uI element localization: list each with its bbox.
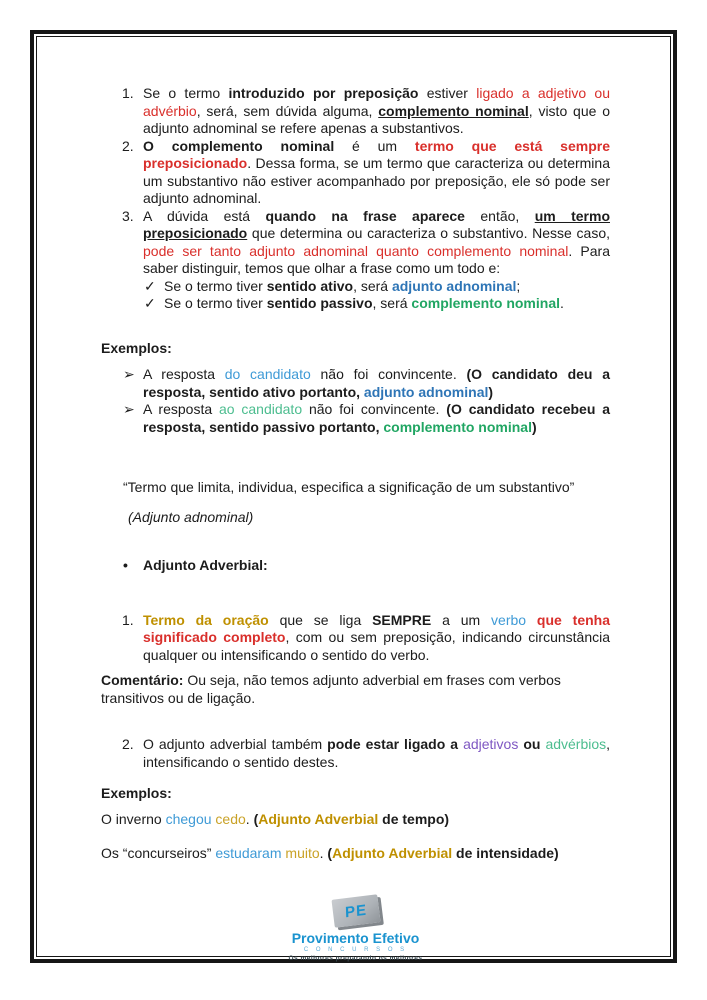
arrow-bullet-icon: ➢ bbox=[123, 401, 135, 417]
check-item-text bbox=[164, 295, 610, 313]
text-segment: . bbox=[560, 295, 564, 311]
example-line bbox=[101, 811, 610, 829]
text-segment: a um bbox=[431, 611, 492, 628]
logo-letters: PE bbox=[344, 900, 367, 921]
text-segment: ligado a adjetivo ou advérbio bbox=[143, 85, 610, 119]
adverbial-heading: Adjunto Adverbial: bbox=[143, 557, 268, 573]
list-number: 1. bbox=[122, 611, 134, 628]
list-item bbox=[101, 138, 610, 208]
text-segment: cedo bbox=[215, 810, 246, 827]
text-segment: introduzido por preposição bbox=[228, 85, 419, 101]
text-segment: , será, sem dúvida alguma, bbox=[196, 102, 379, 119]
list-number: 2. bbox=[122, 137, 134, 154]
text-segment: A resposta bbox=[143, 366, 225, 382]
page-border-frame bbox=[36, 36, 671, 962]
list-number: 2. bbox=[122, 736, 134, 752]
text-segment: muito bbox=[285, 845, 320, 861]
comment-paragraph bbox=[101, 672, 610, 707]
brand-subtitle: C O N C U R S O S bbox=[303, 946, 408, 953]
text-segment: ao candidato bbox=[218, 401, 303, 417]
text-segment: ) bbox=[531, 418, 537, 435]
text-segment: ( bbox=[253, 810, 259, 827]
text-segment: verbo bbox=[491, 611, 527, 628]
text-segment: . Para saber distinguir, temos que olhar a frase como um todo e: bbox=[143, 242, 610, 276]
example-item bbox=[101, 401, 610, 436]
text-segment: ou bbox=[523, 736, 541, 752]
list-item-text bbox=[143, 736, 610, 771]
text-segment: Se o termo tiver bbox=[164, 295, 267, 311]
text-segment: então, bbox=[464, 207, 535, 224]
definition-quote: “Termo que limita, individua, especifica a significação de um substantivo” bbox=[123, 479, 575, 495]
text-segment: , será bbox=[372, 295, 412, 311]
text-segment: pode estar ligado a bbox=[327, 736, 459, 752]
text-segment: um termo preposicionado bbox=[143, 207, 610, 241]
list-item-text bbox=[143, 85, 610, 138]
text-segment: Adjunto Adverbial bbox=[258, 810, 379, 827]
text-segment: adjetivos bbox=[463, 736, 519, 752]
examples-heading-2: Exemplos: bbox=[101, 785, 172, 801]
list-item-text bbox=[143, 612, 610, 665]
text-segment: Se o termo tiver bbox=[164, 277, 267, 294]
example-line bbox=[101, 845, 610, 863]
text-segment: adjunto adnominal bbox=[363, 383, 489, 400]
text-segment: complemento nominal bbox=[383, 418, 532, 435]
text-segment: O inverno bbox=[101, 810, 166, 827]
examples-heading: Exemplos: bbox=[101, 339, 172, 356]
text-segment: (O candidato recebeu a resposta, sentido passivo portanto, bbox=[143, 401, 611, 435]
text-segment: . Dessa forma, se um termo que caracteriza ou determina um substantivo não estiver acompanhado por preposição, ele só pode ser adjunto adnominal. bbox=[143, 155, 610, 206]
example-item-text bbox=[143, 401, 610, 436]
text-segment: . bbox=[319, 845, 328, 861]
list-item bbox=[101, 85, 610, 138]
adverbial-list-item bbox=[101, 612, 610, 665]
text-segment: chegou bbox=[165, 810, 212, 827]
text-segment: complemento nominal bbox=[378, 102, 529, 119]
brand-tagline: Os melhores preparando os melhores bbox=[288, 954, 423, 962]
text-segment: não foi convincente. bbox=[310, 366, 467, 382]
text-segment: A resposta bbox=[143, 401, 219, 417]
text-segment: ) bbox=[488, 383, 494, 400]
text-segment: que determina ou caracteriza o substantivo. Nesse caso, bbox=[247, 225, 610, 241]
check-item-text bbox=[164, 278, 610, 296]
adverbial-heading-row bbox=[101, 557, 610, 575]
list-item-text bbox=[143, 208, 610, 278]
text-segment: (O candidato deu a resposta, sentido ativo portanto, bbox=[143, 366, 610, 400]
checkmark-icon: ✓ bbox=[144, 295, 156, 311]
definition-source: (Adjunto adnominal) bbox=[128, 508, 254, 525]
arrow-bullet-icon: ➢ bbox=[123, 366, 135, 382]
text-segment: é um bbox=[334, 137, 415, 154]
text-segment: Adjunto Adverbial bbox=[332, 845, 453, 861]
text-segment: , visto que o adjunto adnominal se refere apenas a substantivos. bbox=[143, 102, 610, 136]
text-segment: Se o termo bbox=[143, 85, 229, 101]
text-segment: pode ser tanto adjunto adnominal quanto complemento nominal bbox=[143, 242, 569, 259]
list-number: 1. bbox=[122, 85, 134, 101]
list-item-text bbox=[143, 138, 610, 208]
text-segment: do candidato bbox=[224, 366, 311, 382]
text-segment: que tenha significado completo bbox=[143, 611, 611, 645]
checkmark-icon: ✓ bbox=[144, 277, 156, 294]
text-segment: sentido passivo bbox=[266, 295, 373, 311]
text-segment: A dúvida está bbox=[143, 207, 266, 224]
text-segment: , intensificando o sentido destes. bbox=[143, 736, 611, 770]
text-segment: quando na frase aparece bbox=[265, 207, 465, 224]
text-segment: . bbox=[245, 810, 254, 827]
text-segment: , com ou sem preposição, indicando circunstância qualquer ou intensificando o sentido do verbo. bbox=[143, 629, 610, 663]
text-segment: Os “concurseiros” bbox=[101, 845, 216, 861]
check-list-item bbox=[101, 295, 610, 313]
text-segment: estudaram bbox=[215, 845, 282, 861]
text-segment: Comentário: bbox=[101, 672, 184, 688]
text-segment: advérbios bbox=[545, 736, 607, 752]
text-segment: termo que está sempre preposicionado bbox=[143, 137, 610, 171]
text-segment: complemento nominal bbox=[411, 295, 560, 311]
logo-mark-icon bbox=[331, 894, 380, 927]
text-segment: SEMPRE bbox=[372, 611, 432, 628]
text-segment: adjunto adnominal bbox=[391, 277, 517, 294]
numbered-list-distinctions bbox=[101, 85, 610, 313]
adverbial-list-item bbox=[101, 736, 610, 771]
text-segment: que se liga bbox=[268, 611, 373, 628]
text-segment: Ou seja, não temos adjunto adverbial em frases com verbos transitivos ou de ligação. bbox=[101, 672, 561, 706]
check-list-item bbox=[101, 278, 610, 296]
bullet-icon: • bbox=[123, 557, 128, 573]
brand-name: Provimento Efetivo bbox=[291, 929, 420, 946]
example-item bbox=[101, 366, 610, 401]
text-segment: ; bbox=[516, 277, 521, 294]
text-segment: estiver bbox=[418, 85, 477, 101]
example-item-text bbox=[143, 366, 610, 401]
text-segment bbox=[526, 612, 537, 628]
text-segment: de tempo) bbox=[378, 810, 450, 827]
text-segment: Termo da oração bbox=[143, 611, 269, 628]
text-segment: sentido ativo bbox=[266, 277, 354, 294]
text-segment: O adjunto adverbial também bbox=[143, 736, 328, 752]
text-segment: não foi convincente. bbox=[302, 401, 447, 417]
text-segment: de intensidade) bbox=[452, 845, 559, 861]
list-item bbox=[101, 208, 610, 278]
text-segment: , será bbox=[353, 277, 392, 294]
text-segment: ( bbox=[327, 845, 333, 861]
text-segment: O complemento nominal bbox=[143, 137, 335, 154]
list-number: 3. bbox=[122, 207, 134, 224]
brand-logo bbox=[101, 897, 610, 963]
